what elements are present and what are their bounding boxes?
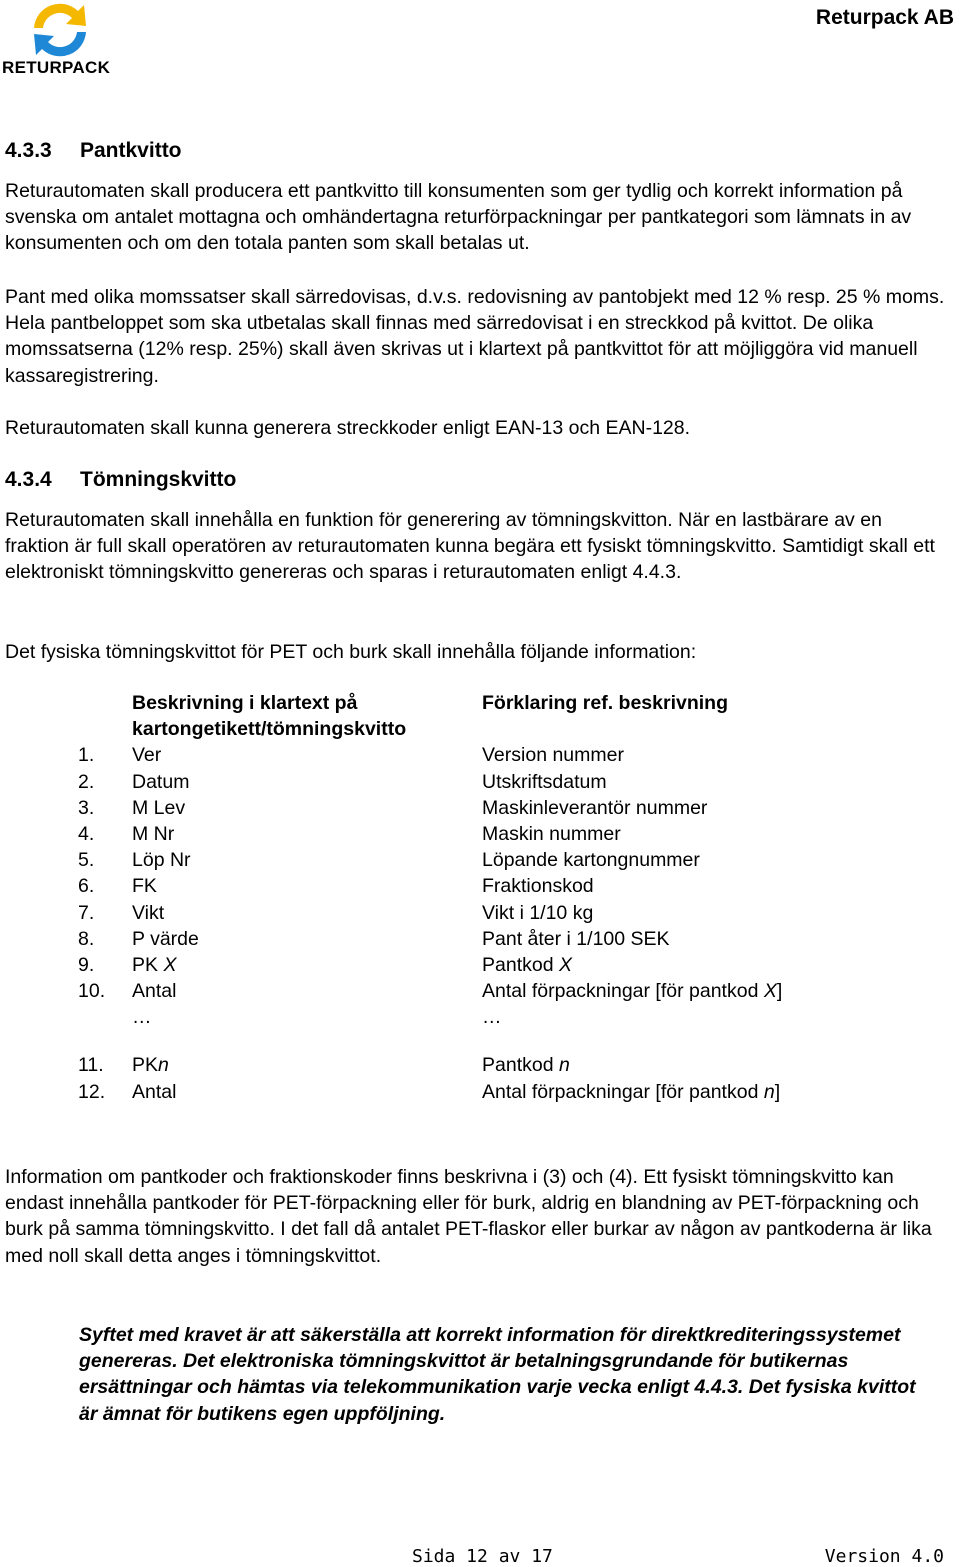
row-explanation: Löpande kartongnummer bbox=[482, 849, 700, 872]
row-description bbox=[132, 1052, 482, 1078]
logo-wordmark: RETURPACK bbox=[2, 58, 111, 77]
row-explanation bbox=[482, 952, 938, 978]
row-number: 7. bbox=[78, 901, 95, 924]
row-number: 3. bbox=[78, 796, 95, 819]
expl-variable: X bbox=[558, 954, 572, 977]
paragraph: Returautomaten skall kunna generera streckkoder enligt EAN-13 och EAN-128. bbox=[5, 417, 691, 439]
row-description: Antal bbox=[132, 1080, 177, 1103]
row-number: 4. bbox=[78, 823, 95, 846]
desc-text: PK bbox=[132, 954, 164, 977]
page-number: Sida 12 av 17 bbox=[412, 1546, 553, 1567]
row-description: Vikt bbox=[132, 901, 165, 924]
row-number: 12. bbox=[78, 1080, 106, 1103]
paragraph: Pant med olika momssatser skall särredovisas, d.v.s. redovisning av pantobjekt med 12 % resp. 25 % moms. Hela pantbeloppet som ska utbetalas skall finnas med särredovisat i en streckkod på kvittot. De olika momssatserna (12% resp. 25%) skall även skrivas ut i klartext på pantkvittot för att möjliggöra vid manuell kassaregistrering. bbox=[5, 286, 945, 387]
row-explanation: Vikt i 1/10 kg bbox=[482, 901, 594, 924]
row-explanation: Pant åter i 1/100 SEK bbox=[482, 927, 670, 950]
row-number: 6. bbox=[78, 875, 95, 898]
column-header-description: Beskrivning i klartext på kartongetikett/tömningskvitto bbox=[132, 692, 407, 741]
row-description bbox=[132, 952, 482, 978]
row-number: 2. bbox=[78, 770, 95, 793]
row-explanation: Maskin nummer bbox=[482, 823, 621, 846]
section-heading-433 bbox=[5, 139, 182, 163]
section-number: 4.3.4 bbox=[5, 468, 52, 491]
table-row bbox=[78, 742, 938, 768]
version-label: Version 4.0 bbox=[824, 1546, 944, 1567]
table-row-ellipsis bbox=[78, 1004, 938, 1052]
expl-text: Antal förpackningar [för pantkod bbox=[482, 980, 764, 1003]
expl-variable: n bbox=[558, 1054, 570, 1077]
table-row bbox=[78, 1052, 938, 1078]
paragraph: Information om pantkoder och fraktionskoder finns beskrivna i (3) och (4). Ett fysiskt tömningskvitto kan endast innehålla pantkoder för PET-förpackning eller för burk, aldrig en blandning av PET-förpackning och burk på samma tömningskvitto. I det fall då antalet PET-flaskor eller burkar av någon av pantkoderna är lika med noll skall detta anges i tömningskvittot. bbox=[5, 1166, 932, 1267]
desc-variable: n bbox=[158, 1054, 169, 1077]
expl-text: Antal förpackningar [för pantkod bbox=[482, 1080, 764, 1103]
ellipsis: … bbox=[482, 1006, 502, 1029]
table-row bbox=[78, 1079, 938, 1105]
section-heading-434 bbox=[5, 468, 236, 492]
row-number: 1. bbox=[78, 744, 95, 767]
expl-text: Pantkod bbox=[482, 954, 559, 977]
receipt-fields-table bbox=[78, 690, 938, 1105]
row-number: 9. bbox=[78, 954, 95, 977]
expl-text-end: ] bbox=[774, 1080, 781, 1103]
table-row bbox=[78, 795, 938, 821]
desc-text: PK bbox=[132, 1054, 159, 1077]
expl-text-end: ] bbox=[776, 980, 783, 1003]
row-explanation: Utskriftsdatum bbox=[482, 770, 607, 793]
row-explanation bbox=[482, 1052, 938, 1078]
row-number: 11. bbox=[78, 1054, 104, 1077]
row-description: Löp Nr bbox=[132, 849, 191, 872]
table-row bbox=[78, 926, 938, 952]
column-header-explanation: Förklaring ref. beskrivning bbox=[482, 692, 728, 714]
row-description: M Nr bbox=[132, 823, 175, 846]
expl-text: Pantkod bbox=[482, 1054, 559, 1077]
paragraph: Returautomaten skall producera ett pantkvitto till konsumenten som ger tydlig och korrekt information på svenska om antalet mottagna och omhändertagna returförpackningar per pantkategori som lämnats in av konsumenten och om den totala panten som skall betalas ut. bbox=[5, 180, 912, 255]
expl-variable: n bbox=[763, 1080, 775, 1103]
requirement-note: Syftet med kravet är att säkerställa att korrekt information för direktkrediteringssystemet genereras. Det elektroniska tömningskvittot är betalningsgrundande för butikernas ersättningar och hämtas via telekommunikation varje vecka enligt 4.4.3. Det fysiska kvittot är ämnat för butikens egen uppföljning. bbox=[79, 1324, 916, 1425]
table-row bbox=[78, 873, 938, 899]
row-explanation: Version nummer bbox=[482, 744, 624, 767]
row-description: Datum bbox=[132, 770, 190, 793]
row-explanation: Maskinleverantör nummer bbox=[482, 796, 708, 819]
expl-variable: X bbox=[763, 980, 777, 1003]
row-description: FK bbox=[132, 875, 157, 898]
table-row bbox=[78, 978, 938, 1004]
desc-variable: X bbox=[163, 954, 177, 977]
section-title: Tömningskvitto bbox=[80, 468, 237, 491]
row-description: M Lev bbox=[132, 796, 186, 819]
table-row bbox=[78, 821, 938, 847]
row-number: 10. bbox=[78, 980, 106, 1003]
row-explanation: Fraktionskod bbox=[482, 875, 594, 898]
table-row bbox=[78, 769, 938, 795]
paragraph: Returautomaten skall innehålla en funktion för generering av tömningskvitton. När en lastbärare av en fraktion är full skall operatören av returautomaten kunna begära ett fysiskt tömningskvitto. Samtidigt skall ett elektroniskt tömningskvitto genereras och sparas i returautomaten enligt 4.4.3. bbox=[5, 509, 935, 584]
row-number: 8. bbox=[78, 927, 95, 950]
table-row bbox=[78, 952, 938, 978]
table-row bbox=[78, 847, 938, 873]
row-description: P värde bbox=[132, 927, 199, 950]
row-description: Antal bbox=[132, 980, 177, 1003]
row-explanation bbox=[482, 978, 938, 1004]
row-description: Ver bbox=[132, 744, 162, 767]
section-number: 4.3.3 bbox=[5, 139, 52, 162]
ellipsis: … bbox=[132, 1006, 152, 1029]
company-name: Returpack AB bbox=[815, 6, 954, 29]
table-row bbox=[78, 900, 938, 926]
row-explanation bbox=[482, 1079, 938, 1105]
section-title: Pantkvitto bbox=[80, 139, 182, 162]
row-number: 5. bbox=[78, 849, 95, 872]
paragraph: Det fysiska tömningskvittot för PET och burk skall innehålla följande information: bbox=[5, 641, 697, 663]
table-header-row bbox=[78, 690, 938, 742]
